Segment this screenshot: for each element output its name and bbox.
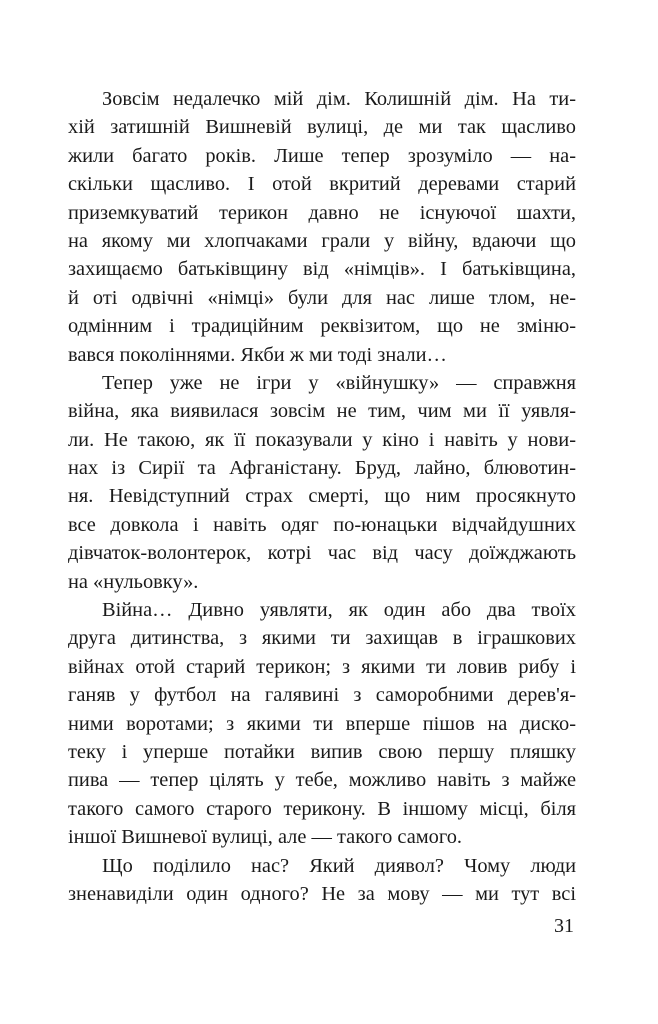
text-line: дівчаток-волонтерок, котрі час від часу доїжджають	[68, 542, 576, 565]
text-line: Війна… Дивно уявляти, як один або два твоїх	[102, 599, 576, 622]
text-line: жили багато років. Лише тепер зрозуміло — на-	[68, 144, 576, 167]
text-line: Що поділило нас? Який диявол? Чому люди	[102, 854, 576, 877]
paragraph	[68, 852, 576, 909]
text-line: ня. Невідступний страх смерті, що ним просякнуто	[68, 485, 576, 508]
paragraph	[68, 85, 576, 369]
text-line: ли. Не такою, як її показували у кіно і навіть у нови-	[68, 428, 576, 451]
page-number: 31	[554, 915, 574, 937]
text-line: на «нульовку».	[68, 570, 199, 593]
text-line: пива — тепер цілять у тебе, можливо навіть з майже	[68, 769, 576, 792]
text-line: скільки щасливо. І отой вкритий деревами старий	[68, 173, 576, 196]
text-line: й оті одвічні «німці» були для нас лише тлом, не-	[68, 286, 576, 309]
text-line: нах із Сирії та Афганістану. Бруд, лайно, блювотин-	[68, 457, 576, 480]
text-line: вався поколіннями. Якби ж ми тоді знали…	[68, 343, 447, 366]
text-line: зненавиділи один одного? Не за мову — ми тут всі	[68, 882, 576, 905]
body-text	[68, 85, 576, 908]
text-line: війна, яка виявилася зовсім не тим, чим ми її уявля-	[68, 400, 576, 423]
paragraph	[68, 596, 576, 852]
text-line: такого самого старого терикону. В іншому місці, біля	[68, 797, 576, 820]
text-line: ганяв у футбол на галявині з саморобними дерев'я-	[68, 684, 576, 707]
text-line: Тепер уже не ігри у «війнушку» — справжня	[102, 371, 576, 394]
paragraph	[68, 369, 576, 596]
text-line: іншої Вишневої вулиці, але — такого самого.	[68, 826, 463, 849]
text-line: ними воротами; з якими ти вперше пішов на диско-	[68, 712, 576, 735]
text-line: на якому ми хлопчаками грали у війну, вдаючи що	[68, 229, 576, 252]
text-line: Зовсім недалечко мій дім. Колишній дім. На ти-	[102, 88, 576, 110]
text-line: захищаємо батьківщину від «німців». І батьківщина,	[68, 258, 576, 281]
text-line: одмінним і традиційним реквізитом, що не зміню-	[68, 315, 576, 338]
text-line: війнах отой старий терикон; з якими ти ловив рибу і	[68, 655, 576, 678]
text-line: хій затишній Вишневій вулиці, де ми так щасливо	[68, 116, 576, 139]
text-line: приземкуватий терикон давно не існуючої шахти,	[68, 201, 576, 224]
text-line: теку і уперше потайки випив свою першу пляшку	[68, 740, 576, 763]
text-line: друга дитинства, з якими ти захищав в іграшкових	[68, 627, 576, 650]
text-line: все довкола і навіть одяг по-юнацьки відчайдушних	[68, 513, 576, 536]
